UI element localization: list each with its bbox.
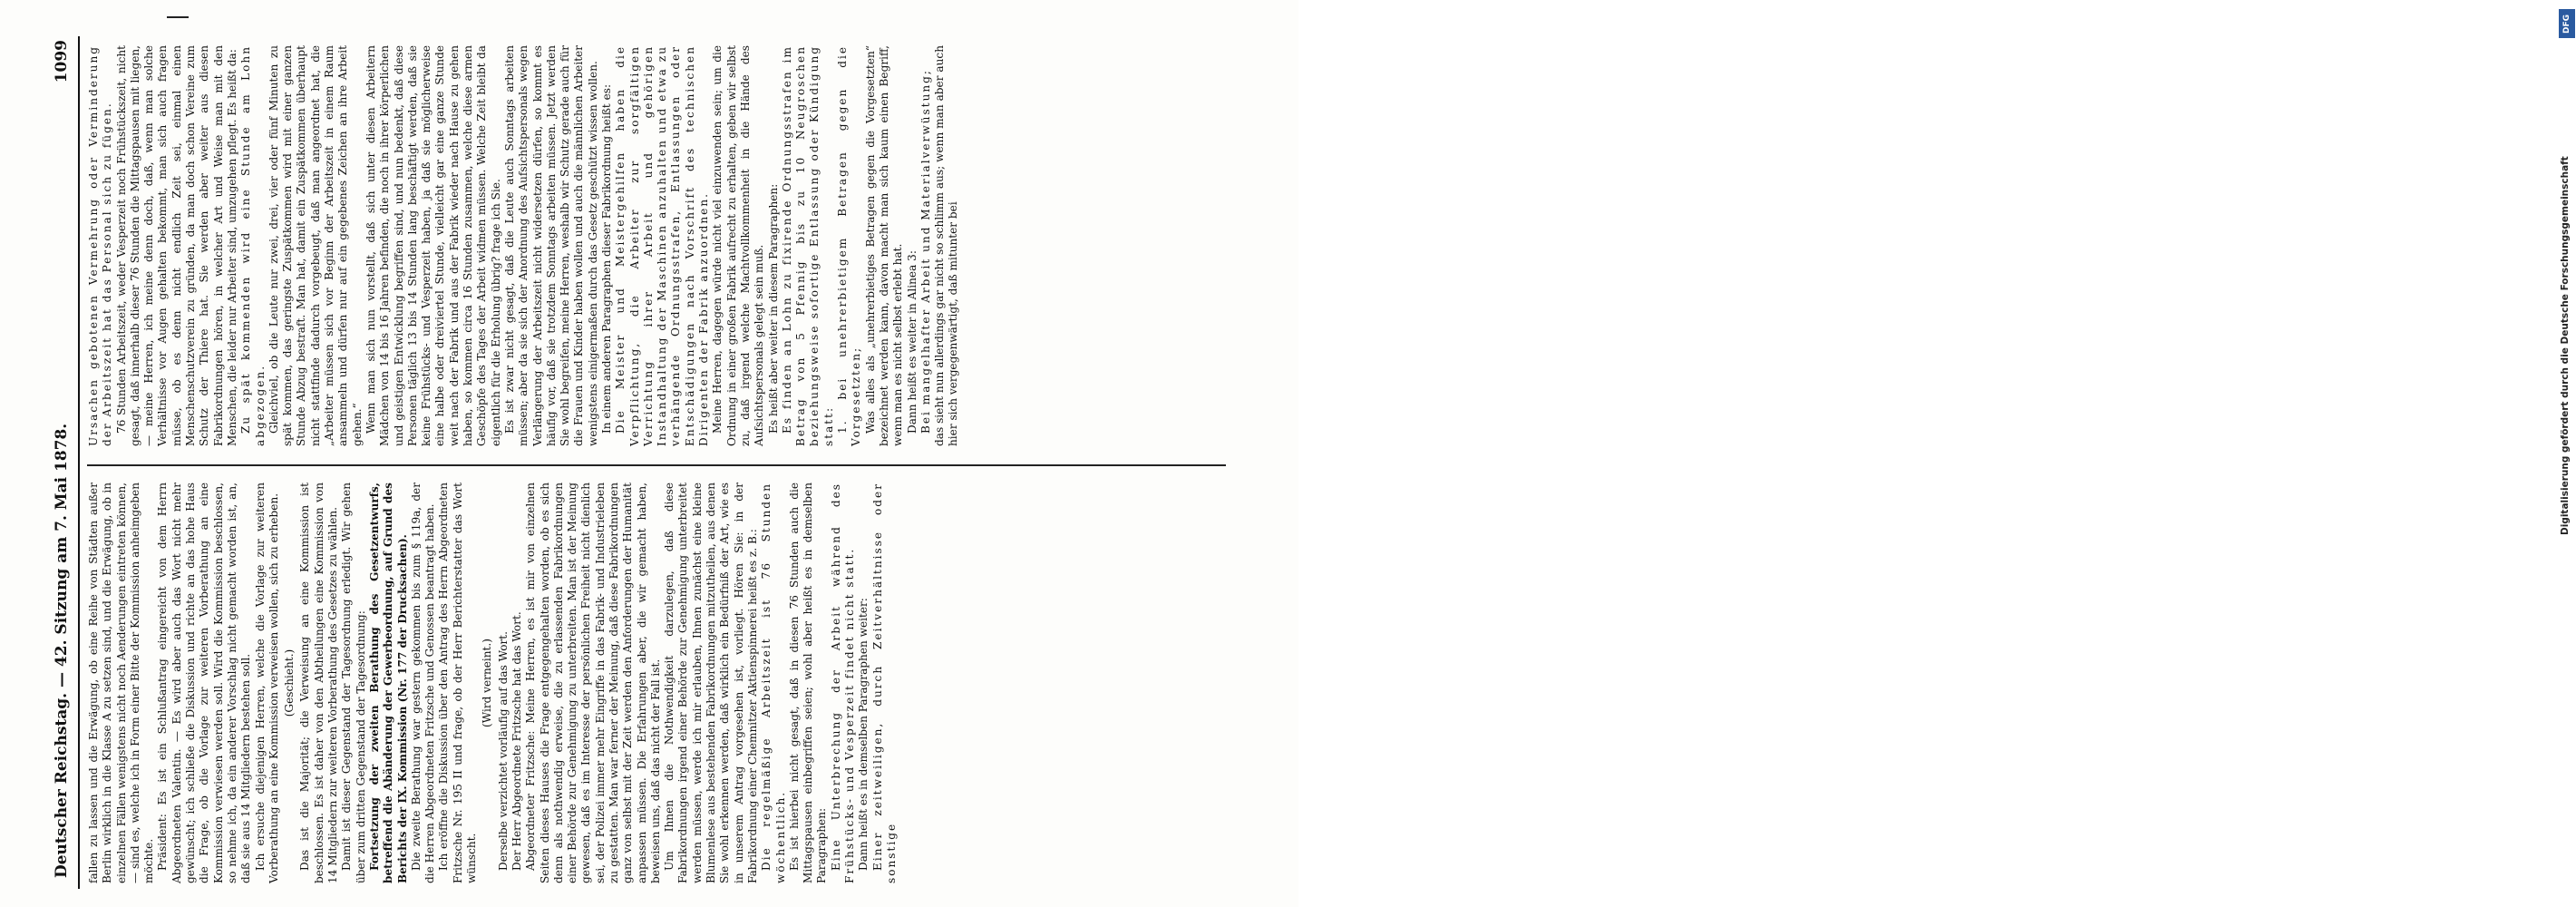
paragraph: das sieht nun allerdings gar nicht so schlimm aus; wenn man aber auch hier sich vergegenwärtigt, daß mitunter bei	[933, 45, 960, 446]
scan-mark	[167, 16, 189, 18]
digitization-stamp	[1278, 0, 2571, 544]
paragraph: Dann heißt es weiter in Alinea 3:	[905, 250, 919, 434]
paragraph: Der Herr Abgeordnete Fritzsche hat das Wort.	[510, 611, 523, 871]
paragraph: Um Ihnen die Nothwendigkeit darzulegen, daß diese Fabrikordnungen irgend einer Behörde zur Genehmigung unterbreitet werden müssen, werde ich mir erlauben, Ihnen zunächst eine kleine Blumenlese aus bestehenden Fabrikordnungen mitzutheilen, aus denen Sie wohl erkennen werden, daß wirklich ein Bedürfniß der Art, wie es in unserem Antrag vorgesehen ist, vorliegt. Hören Sie: in der Fabrikordnung einer Chemnitzer Aktienspinnerei heißt es z. B.:	[663, 483, 759, 883]
paragraph: Fortsetzung der zweiten Berathung des Gesetzentwurfs, betreffend die Abänderung der Gewerbeordnung, auf Grund des Berichts der IX. Kommission (Nr. 177 der Drucksachen).	[367, 483, 409, 883]
paragraph: Ursachen gebotenen Vermehrung oder Verminderung der Arbeitszeit hat das Personal sich zu fügen.	[87, 45, 114, 446]
running-header	[47, 36, 80, 889]
paragraph: Es ist hierbei nicht gesagt, daß in diesen 76 Stunden auch die Mittagspausen einbegriffen seien; wohl aber heißt es in demselben Paragraphen:	[787, 483, 829, 883]
paragraph: Es ist zwar nicht gesagt, daß die Leute auch Sonntags arbeiten müssen; aber da sie sich der Anordnung des Aufsichtspersonals wegen Verlängerung der Arbeitszeit nicht widersetzen dürfen, so kommt es häufig vor, daß sie trotzdem Sonntags arbeiten müssen. Jetzt werden Sie wohl begreifen, meine Herren, weshalb wir Schutz gerade auch für die Frauen und Kinder haben wollen und auch die männlichen Arbeiter wenigstens einigermaßen durch das Gesetz geschützt wissen wollen.	[502, 45, 599, 446]
stamp-text: Digitalisierung gefördert durch die Deutsche Forschungsgemeinschaft	[2560, 156, 2571, 535]
left-column	[87, 483, 1230, 883]
paragraph: Das ist die Majorität; die Verweisung an eine Kommission ist beschlossen. Es ist daher von den Abtheilungen eine Kommission von 14 Mitgliedern zur weiteren Vorberathung des Gesetzes zu wählen.	[298, 483, 340, 883]
dfg-logo: DFG	[2559, 9, 2575, 38]
header-title: Deutscher Reichstag. — 42. Sitzung am 7. Mai 1878.	[53, 423, 71, 878]
paragraph: 1. bei unehrerbietigem Betragen gegen die Vorgesetzten;	[836, 45, 863, 446]
paragraph: Derselbe verzichtet vorläufig auf das Wort.	[496, 630, 510, 871]
paragraph: Wenn man sich nun vorstellt, daß sich unter diesen Arbeitern Mädchen von 14 bis 16 Jahren befinden, die noch in ihrer körperlichen und geistigen Entwicklung begriffen sind, und nun bedenkt, daß diese Personen täglich 13 bis 14 Stunden lang beschäftigt werden, daß sie keine Frühstücks- und Vesperzeit haben, ja daß sie möglicherweise eine halbe oder dreiviertel Stunde, vielleicht gar eine ganze Stunde weit nach der Fabrik und aus der Fabrik wieder nach Hause zu gehen haben, so kommen circa 16 Stunden zusammen, welche diese armen Geschöpfe des Tages der Arbeit widmen müssen. Welche Zeit bleibt da eigentlich für die Erholung übrig? frage ich Sie.	[364, 45, 502, 446]
paragraph: Die zweite Berathung war gestern gekommen bis zum § 119a, der die Herren Abgeordneten Fritzsche und Genossen beantragt haben.	[409, 483, 437, 883]
paragraph: Eine Unterbrechung der Arbeit während des Frühstücks- und Vesperzeit findet nicht statt.	[829, 483, 857, 883]
paragraph: Dann heißt es in demselben Paragraphen weiter:	[857, 598, 870, 871]
paragraph: Zu spät kommenden wird eine Stunde am Lohn abgezogen.	[239, 45, 267, 446]
paragraph: Die regelmäßige Arbeitszeit ist 76 Stunden wöchentlich.	[760, 483, 787, 883]
right-column	[87, 45, 1230, 446]
paragraph: Es heißt aber weiter in diesem Paragraphen:	[766, 183, 780, 434]
paragraph: fallen zu lassen und die Erwägung, ob eine Reihe von Städten außer Berlin wirklich in die Klasse A zu setzen sind, und die Erwägung, ob in einzelnen Fällen wenigstens nicht noch Aenderungen eintreten können, — sind es, welche ich in Form einer Bitte der Kommission anheimgeben möchte.	[87, 483, 156, 883]
paragraph: (Wird verneint.)	[481, 639, 494, 727]
paragraph: Meine Herren, dagegen würde nicht viel einzuwenden sein; um die Ordnung in einer großen Fabrik aufrecht zu erhalten, geben wir selbst zu, daß irgend welche Machtvollkommenheit in die Hände des Aufsichtspersonals gelegt sein muß.	[711, 45, 766, 446]
paragraph: Ich ersuche diejenigen Herren, welche die Vorlage zur weiteren Vorberathung an eine Kommission verweisen wollen, sich zu erheben.	[253, 483, 280, 883]
rotated-document-page	[47, 36, 1253, 889]
paragraph: In einem anderen Paragraphen dieser Fabrikordnung heißt es:	[599, 83, 613, 434]
paragraph: 76 Stunden Arbeitszeit, weder Vesperzeit noch Frühstückszeit, nicht gesagt, daß innerhalb dieser 76 Stunden die Mittagspausen mit liegen, — meine Herren, ich meine denn doch, daß, wenn man solche Verhältnisse vor Augen gehalten bekommt, man sich auch fragen müsse, ob es denn nicht endlich Zeit sei, einmal einen Menschenschutzverein zu gründen, da man doch schon Vereine zum Schutz der Thiere hat. Sie werden aber weiter aus diesen Fabrikordnungen hören, in welcher Art und Weise man mit den Menschen, die leider nur Arbeiter sind, umzugehen pflegt. Es heißt da:	[114, 45, 238, 446]
paragraph: (Geschieht.)	[283, 649, 296, 717]
paragraph: Die Meister und Meistergehilfen haben die Verpflichtung, die Arbeiter zur sorgfältigen Verrichtung ihrer Arbeit und gehörigen Instandhaltung der Maschinen anzuhalten und etwa zu verhängende Ordnungsstrafen, Entlassungen oder Entschädigungen nach Vorschrift des technischen Dirigenten der Fabrik anzuordnen.	[614, 45, 711, 446]
paragraph: Präsident: Es ist ein Schlußantrag eingereicht von dem Herrn Abgeordneten Valentin. — Es wird aber auch das Wort nicht mehr gewünscht; ich schließe die Diskussion und richte an das hohe Haus die Frage, ob die Vorlage zur weiteren Vorberathung an eine Kommission verwiesen werden soll. Wird die Kommission beschlossen, so nehme ich, da ein anderer Vorschlag nicht gemacht worden ist, an, daß sie aus 14 Mitgliedern bestehen soll.	[156, 483, 253, 883]
paragraph: Was alles als „unehrerbietiges Betragen gegen die Vorgesetzten“ bezeichnet werden kann, davon macht man sich kaum einen Begriff, wenn man es nicht selbst erlebt hat.	[863, 45, 905, 446]
column-divider	[87, 464, 1226, 466]
paragraph: Bei mangelhafter Arbeit und Materialverwüstung;	[919, 69, 932, 434]
paragraph: Ich eröffne die Diskussion über den Antrag des Herrn Abgeordneten Fritzsche Nr. 195 II und frage, ob der Herr Berichterstatter das Wort wünscht.	[437, 483, 479, 883]
paragraph: Gleichviel, ob die Leute nur zwei, drei, vier oder fünf Minuten zu spät kommen, das geringste Zuspätkommen wird mit einer ganzen Stunde Abzug bestraft. Man hat, damit ein Zuspätkommen überhaupt nicht stattfinde dadurch vorgebeugt, daß man angeordnet hat, die „Arbeiter müssen sich vor Beginn der Arbeitszeit in einem Raum ansammeln und dürfen nur auf ein gegebenes Zeichen an ihre Arbeit gehen.“	[267, 45, 364, 446]
paragraph: Damit ist dieser Gegenstand der Tagesordnung erledigt. Wir gehen über zum dritten Gegenstand der Tagesordnung:	[340, 483, 367, 883]
page-number: 1099	[53, 40, 71, 83]
paragraph: Es finden an Lohn zu fixirende Ordnungsstrafen im Betrag von 5 Pfennig bis zu 10 Neugroschen beziehungsweise sofortige Entlassung oder Kündigung statt:	[780, 45, 835, 446]
paragraph: Abgeordneter Fritzsche: Meine Herren, es ist mir von einzelnen Seiten dieses Hauses die Frage entgegengehalten worden, ob es sich denn als nothwendig erweise, die zu erlassenden Fabrikordnungen einer Behörde zur Genehmigung zu unterbreiten. Man ist der Meinung gewesen, daß es im Interesse der persönlichen Freiheit nicht dienlich sei, der Polizei immer mehr Eingriffe in das Fabrik- und Industrieleben zu gestatten. Man war ferner der Meinung, daß diese Fabrikordnungen ganz von selbst mit der Zeit werden den Anforderungen der Humanität anpassen müssen. Die Erfahrungen aber, die wir gemacht haben, beweisen uns, daß das nicht der Fall ist.	[524, 483, 662, 883]
paragraph: Einer zeitweiligen, durch Zeitverhältnisse oder sonstige	[870, 483, 898, 883]
